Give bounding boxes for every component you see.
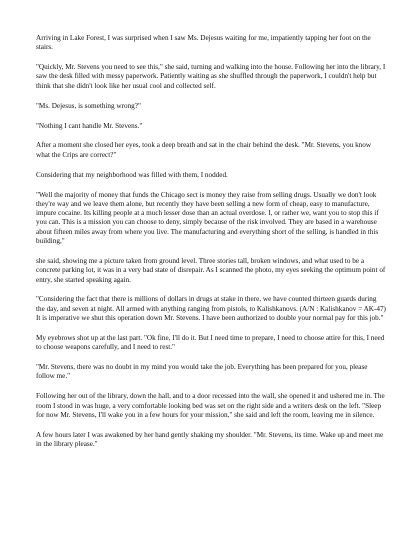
paragraph-13: A few hours later I was awakened by her hand gently shaking my shoulder. "Mr. Stevens, its time. Wake up and meet me in the library please." [36,430,384,449]
paragraph-5: After a moment she closed her eyes, took a deep breath and sat in the chair behind the desk. "Mr. Stevens, you know what the Crips are correct?" [36,141,372,159]
paragraph-2: "Quickly, Mr. Stevens you need to see this," she said, turning and walking into the house. Following her into the library, I saw the desk filled with messy paperwork. Patiently waiting as she shuffled through the paperwork, I couldn't help but think that she didn't look like her usual cool and collected self. [36,63,386,90]
paragraph-6: Considering that my neighborhood was filled with them, I nodded. [36,170,228,179]
paragraph-4: "Nothing I cant handle Mr. Stevens." [36,121,143,130]
paragraph-9: "Considering the fact that there is millions of dollars in drugs at stake in there, we have counted thirteen guards during the day, and seven at night. All armed with anything ranging from pistols, to Kalishkanovs. (A/N : Kalishkanov = AK-47) It is imperative we shut this operation down Mr. Stevens. I have been authorized to double your normal pay for this job." [36,295,386,322]
paragraph-10: My eyebrows shot up at the last part. "Ok fine, I'll do it. But I need time to prepare, I need to choose attire for this, I need to choose weapons carefully, and I need to rest." [36,333,385,352]
paragraph-11: "Mr. Stevens, there was no doubt in my mind you would take the job. Everything has been prepared for you, please follow me." [36,363,368,381]
paragraph-7: "Well the majority of money that funds the Chicago sect is money they raise from selling drugs. Usually we don't look they're way and we leave them alone, but recently they have been selling a new form of cheap, easy to manufacture, impure cocaine. Its killing people at a much lesser dose than an actual overdose. I, or rather we, want you to stop this if you can. This is a mission you can choose to deny, simply because of the risk involved. They are based in a warehouse about fifteen miles away from where you live. The manufacturing and everything short of the selling, is handled in this building," [36,190,379,246]
paragraph-1: Arriving in Lake Forest, I was surprised when I saw Ms. Dejesus waiting for me, impatiently tapping her foot on the stairs. [36,34,371,52]
paragraph-8: she said, showing me a picture taken from ground level. Three stories tall, broken windows, and what used to be a concrete parking lot, it was in a very bad state of disrepair. As I scanned the photo, my eyes seeking the optimum point of entry, she started speaking again. [36,256,386,284]
paragraph-12: Following her out of the library, down the hall, and to a door recessed into the wall, she opened it and ushered me in. The room I stood in was huge, a very comfortable looking bed was set on the right side and a writers desk on the left. "Sleep for now Mr. Stevens, I'll wake you in a few hours for your mission," she said and left the room, leaving me in silence. [36,392,385,419]
paragraph-3: "Ms. Dejesus, is something wrong?" [36,101,141,110]
document-body [36,34,386,460]
